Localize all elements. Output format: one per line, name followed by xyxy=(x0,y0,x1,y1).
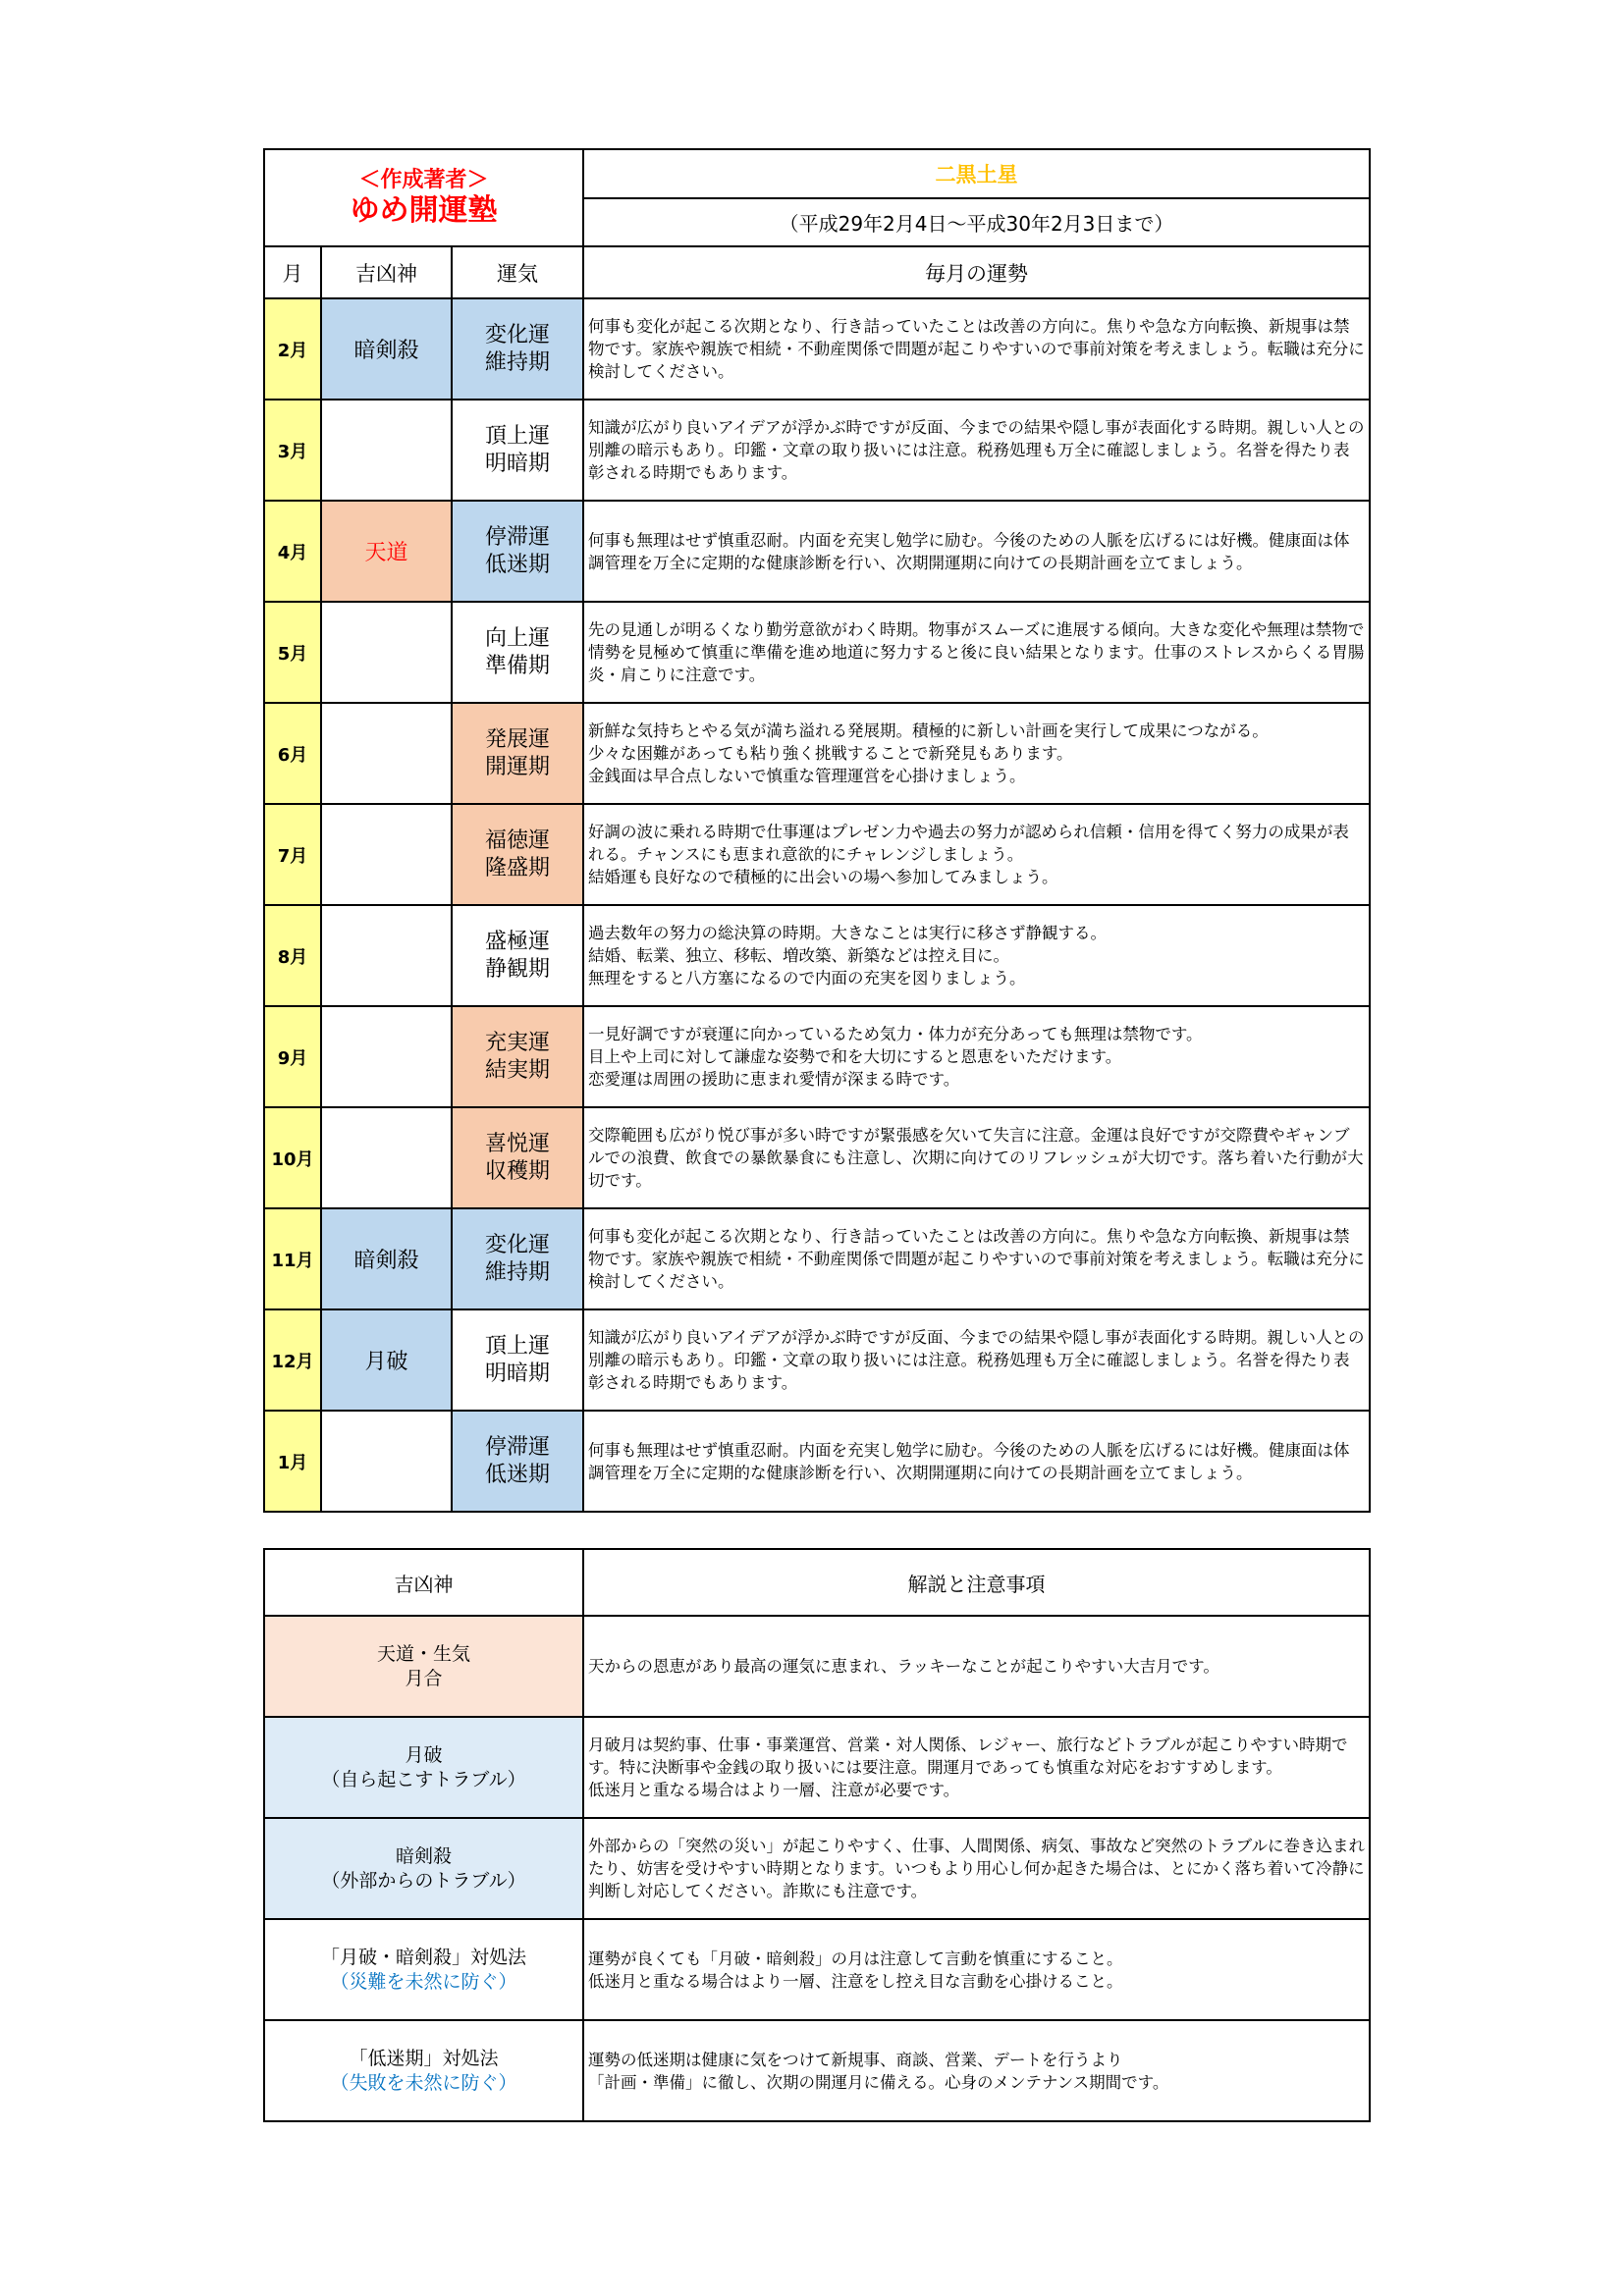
note-line: 運勢の低迷期は健康に気をつけて新規事、商談、営業、デートを行うより xyxy=(588,2050,1123,2069)
kikkyo-cell xyxy=(321,804,452,905)
month-row xyxy=(264,501,1370,602)
col-description: 解説と注意事項 xyxy=(583,1549,1370,1616)
fortune-text xyxy=(583,1107,1370,1208)
note-name-line2: （外部からのトラブル） xyxy=(321,1869,526,1892)
kikkyo-cell xyxy=(321,400,452,501)
fortune-line: 結婚、転業、独立、移転、増改築、新築などは控え目に。 xyxy=(588,946,1010,965)
month-row xyxy=(264,905,1370,1006)
kikkyo-cell xyxy=(321,1411,452,1512)
unki-cell xyxy=(452,1411,583,1512)
unki-line1: 発展運 xyxy=(485,726,551,752)
note-row xyxy=(264,1717,1370,1818)
unki-line2: 低迷期 xyxy=(485,1462,551,1487)
month-row xyxy=(264,298,1370,400)
month-row xyxy=(264,1006,1370,1107)
fortune-text xyxy=(583,1309,1370,1411)
note-row xyxy=(264,2020,1370,2121)
unki-line2: 結実期 xyxy=(485,1057,551,1083)
unki-line1: 福徳運 xyxy=(485,828,551,853)
note-row xyxy=(264,1616,1370,1717)
col-unki: 運気 xyxy=(452,246,583,298)
fortune-line: 交際範囲も広がり悦び事が多い時ですが緊張感を欠いて失言に注意。金運は良好ですが交際費やギャンブルでの浪費、飲食での暴飲暴食にも注意し、次期に向けてのリフレッシュが大切です。落ち着いた行動が大切です。 xyxy=(588,1126,1364,1190)
month-row xyxy=(264,1411,1370,1512)
unki-line2: 明暗期 xyxy=(485,451,551,476)
kikkyo-cell: 暗剣殺 xyxy=(321,1208,452,1309)
note-name-line1: 「月破・暗剣殺」対処法 xyxy=(320,1946,526,1968)
unki-cell xyxy=(452,804,583,905)
unki-line2: 隆盛期 xyxy=(485,855,551,881)
fortune-line: 先の見通しが明るくなり勤労意欲がわく時期。物事がスムーズに進展する傾向。大きな変化や無理は禁物で情勢を見極めて慎重に準備を進め地道に努力すると後に良い結果となります。仕事のストレスからくる胃腸炎・肩こりに注意です。 xyxy=(588,620,1365,684)
unki-line1: 停滞運 xyxy=(485,1434,551,1460)
fortune-text xyxy=(583,1006,1370,1107)
month-row xyxy=(264,1309,1370,1411)
note-text xyxy=(583,1818,1370,1919)
month-row xyxy=(264,602,1370,703)
notes-table xyxy=(263,1548,1371,2122)
fortune-line: 何事も無理はせず慎重忍耐。内面を充実し勉学に励む。今後のための人脈を広げるには好機。健康面は体調管理を万全に定期的な健康診断を行い、次期開運期に向けての長期計画を立てましょう。 xyxy=(588,1440,1350,1482)
month-row xyxy=(264,1208,1370,1309)
fortune-text xyxy=(583,400,1370,501)
fortune-line: 一見好調ですが衰運に向かっているため気力・体力が充分あっても無理は禁物です。 xyxy=(588,1025,1203,1043)
fortune-line: 恋愛運は周囲の援助に恵まれ愛情が深まる時です。 xyxy=(588,1070,960,1089)
note-name-line2: （自ら起こすトラブル） xyxy=(321,1768,526,1790)
author-cell xyxy=(264,149,583,246)
fortune-line: 知識が広がり良いアイデアが浮かぶ時ですが反面、今までの結果や隠し事が表面化する時期。親しい人との別離の暗示もあり。印鑑・文章の取り扱いには注意。税務処理も万全に確認しましょう。名誉を得たり表彰される時期でもあります。 xyxy=(588,418,1365,482)
fortune-line: 目上や上司に対して謙虚な姿勢で和を大切にすると恩恵をいただけます。 xyxy=(588,1047,1122,1066)
unki-line1: 盛極運 xyxy=(485,929,551,954)
note-name-line1: 暗剣殺 xyxy=(395,1844,452,1867)
month-row xyxy=(264,400,1370,501)
note-text xyxy=(583,1919,1370,2020)
col-month: 月 xyxy=(264,246,321,298)
monthly-fortune-table xyxy=(263,148,1371,1513)
unki-cell xyxy=(452,905,583,1006)
note-name-line1: 月破 xyxy=(405,1743,443,1766)
note-line: 外部からの「突然の災い」が起こりやすく、仕事、人間関係、病気、事故など突然のトラブルに巻き込まれたり、妨害を受けやすい時期となります。いつもより用心し何か起きた場合は、とにかく落ち着いて冷静に判断し対応してください。詐欺にも注意です。 xyxy=(588,1837,1366,1900)
col-kikkyo: 吉凶神 xyxy=(321,246,452,298)
unki-cell xyxy=(452,1107,583,1208)
note-name xyxy=(264,1919,583,2020)
fortune-line: 好調の波に乗れる時期で仕事運はプレゼン力や過去の努力が認められ信頼・信用を得てく努力の成果が表れる。チャンスにも恵まれ意欲的にチャレンジしましょう。 xyxy=(588,823,1349,864)
note-line: 天からの恩恵があり最高の運気に恵まれ、ラッキーなことが起こりやすい大吉月です。 xyxy=(588,1657,1219,1676)
kikkyo-cell xyxy=(321,602,452,703)
kikkyo-cell xyxy=(321,1107,452,1208)
month-cell: 3月 xyxy=(264,400,321,501)
fortune-text xyxy=(583,1411,1370,1512)
unki-line1: 充実運 xyxy=(485,1030,551,1055)
note-text xyxy=(583,2020,1370,2121)
month-cell: 2月 xyxy=(264,298,321,400)
col-kikkyo: 吉凶神 xyxy=(264,1549,583,1616)
fortune-text xyxy=(583,905,1370,1006)
fortune-line: 少々な困難があっても粘り強く挑戦することで新発見もあります。 xyxy=(588,744,1073,763)
note-text xyxy=(583,1717,1370,1818)
kikkyo-cell xyxy=(321,1006,452,1107)
month-row xyxy=(264,703,1370,804)
kikkyo-cell: 暗剣殺 xyxy=(321,298,452,400)
unki-line1: 停滞運 xyxy=(485,524,551,550)
note-text xyxy=(583,1616,1370,1717)
fortune-text xyxy=(583,602,1370,703)
note-row xyxy=(264,1919,1370,2020)
unki-cell xyxy=(452,501,583,602)
star-title: 二黒土星 xyxy=(583,149,1370,198)
fortune-text xyxy=(583,804,1370,905)
unki-line1: 頂上運 xyxy=(485,1333,551,1359)
unki-line2: 低迷期 xyxy=(485,552,551,577)
col-fortune: 毎月の運勢 xyxy=(583,246,1370,298)
note-line: 「計画・準備」に徹し、次期の開運月に備える。心身のメンテナンス期間です。 xyxy=(588,2072,1169,2092)
fortune-line: 新鮮な気持ちとやる気が満ち溢れる発展期。積極的に新しい計画を実行して成果につながる。 xyxy=(588,721,1269,740)
school-name: ゆめ開運塾 xyxy=(350,192,498,228)
month-cell: 6月 xyxy=(264,703,321,804)
kikkyo-cell: 月破 xyxy=(321,1309,452,1411)
kikkyo-cell xyxy=(321,905,452,1006)
month-cell: 9月 xyxy=(264,1006,321,1107)
unki-line1: 変化運 xyxy=(485,322,551,347)
period: （平成29年2月4日～平成30年2月3日まで） xyxy=(583,198,1370,246)
fortune-line: 何事も変化が起こる次期となり、行き詰っていたことは改善の方向に。焦りや急な方向転換、新規事は禁物です。家族や親族で相続・不動産関係で問題が起こりやすいので事前対策を考えましょう。転職は充分に検討してください。 xyxy=(588,317,1365,381)
note-name xyxy=(264,1717,583,1818)
month-cell: 1月 xyxy=(264,1411,321,1512)
fortune-line: 何事も変化が起こる次期となり、行き詰っていたことは改善の方向に。焦りや急な方向転換、新規事は禁物です。家族や親族で相続・不動産関係で問題が起こりやすいので事前対策を考えましょう。転職は充分に検討してください。 xyxy=(588,1227,1365,1291)
fortune-line: 結婚運も良好なので積極的に出会いの場へ参加してみましょう。 xyxy=(588,868,1058,886)
fortune-line: 過去数年の努力の総決算の時期。大きなことは実行に移さず静観する。 xyxy=(588,924,1108,942)
note-name-line2: 月合 xyxy=(405,1667,443,1689)
note-row xyxy=(264,1818,1370,1919)
fortune-line: 何事も無理はせず慎重忍耐。内面を充実し勉学に励む。今後のための人脈を広げるには好機。健康面は体調管理を万全に定期的な健康診断を行い、次期開運期に向けての長期計画を立てましょう。 xyxy=(588,530,1350,572)
unki-cell xyxy=(452,1208,583,1309)
unki-line2: 静観期 xyxy=(485,956,551,982)
unki-cell xyxy=(452,703,583,804)
note-name-line2: （失敗を未然に防ぐ） xyxy=(330,2071,517,2094)
kikkyo-cell: 天道 xyxy=(321,501,452,602)
unki-line2: 準備期 xyxy=(485,653,551,678)
fortune-line: 無理をすると八方塞になるので内面の充実を図りましょう。 xyxy=(588,969,1026,988)
fortune-text xyxy=(583,501,1370,602)
unki-cell xyxy=(452,298,583,400)
note-name xyxy=(264,2020,583,2121)
fortune-line: 金銭面は早合点しないで慎重な管理運営を心掛けましょう。 xyxy=(588,767,1026,785)
note-line: 低迷月と重なる場合はより一層、注意をし控え目な言動を心掛けること。 xyxy=(588,1971,1123,1991)
unki-line1: 向上運 xyxy=(485,625,551,651)
month-cell: 12月 xyxy=(264,1309,321,1411)
month-cell: 4月 xyxy=(264,501,321,602)
note-line: 運勢が良くても「月破・暗剣殺」の月は注意して言動を慎重にすること。 xyxy=(588,1949,1123,1968)
fortune-text xyxy=(583,1208,1370,1309)
kikkyo-cell xyxy=(321,703,452,804)
month-cell: 8月 xyxy=(264,905,321,1006)
note-name-line1: 「低迷期」対処法 xyxy=(349,2047,499,2069)
unki-line2: 収穫期 xyxy=(485,1158,551,1184)
month-cell: 5月 xyxy=(264,602,321,703)
unki-line1: 変化運 xyxy=(485,1232,551,1257)
unki-cell xyxy=(452,602,583,703)
note-line: 月破月は契約事、仕事・事業運営、営業・対人関係、レジャー、旅行などトラブルが起こりやすい時期です。特に決断事や金銭の取り扱いには要注意。開運月であっても慎重な対応をおすすめします。 xyxy=(588,1735,1348,1777)
note-name-line1: 天道・生気 xyxy=(376,1642,470,1665)
unki-cell xyxy=(452,400,583,501)
note-name xyxy=(264,1616,583,1717)
unki-line2: 明暗期 xyxy=(485,1361,551,1386)
month-cell: 10月 xyxy=(264,1107,321,1208)
note-line: 低迷月と重なる場合はより一層、注意が必要です。 xyxy=(588,1781,960,1799)
month-row xyxy=(264,1107,1370,1208)
unki-cell xyxy=(452,1309,583,1411)
month-cell: 11月 xyxy=(264,1208,321,1309)
unki-line2: 維持期 xyxy=(485,349,551,375)
unki-line2: 維持期 xyxy=(485,1259,551,1285)
unki-line1: 喜悦運 xyxy=(485,1131,551,1156)
month-cell: 7月 xyxy=(264,804,321,905)
note-name xyxy=(264,1818,583,1919)
month-row xyxy=(264,804,1370,905)
unki-cell xyxy=(452,1006,583,1107)
author-label: ＜作成著者＞ xyxy=(358,167,489,192)
unki-line1: 頂上運 xyxy=(485,423,551,449)
fortune-line: 知識が広がり良いアイデアが浮かぶ時ですが反面、今までの結果や隠し事が表面化する時期。親しい人との別離の暗示もあり。印鑑・文章の取り扱いには注意。税務処理も万全に確認しましょう。名誉を得たり表彰される時期でもあります。 xyxy=(588,1328,1365,1392)
fortune-text xyxy=(583,703,1370,804)
note-name-line2: （災難を未然に防ぐ） xyxy=(330,1970,517,1993)
fortune-text xyxy=(583,298,1370,400)
unki-line2: 開運期 xyxy=(485,754,551,779)
